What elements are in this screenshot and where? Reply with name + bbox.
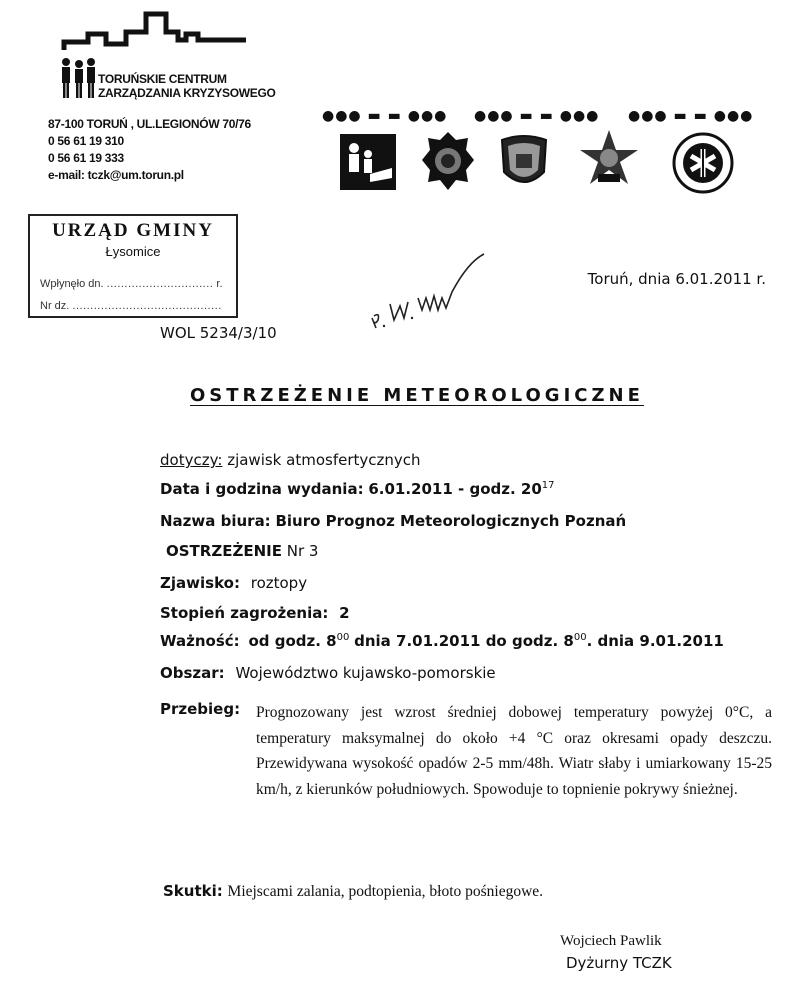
warning-value: Nr 3 [286, 542, 319, 560]
stamp-received-label: Wpłynęło dn. [40, 278, 104, 290]
stamp-number-dots: .......................................... [72, 300, 222, 312]
effects-value: Miejscami zalania, podtopienia, błoto pośniegowe. [227, 883, 544, 900]
level-row [160, 604, 350, 622]
org-name-line2: ZARZĄDZANIA KRYZYSOWEGO [98, 86, 276, 100]
document-title: OSTRZEŻENIE METEOROLOGICZNE [190, 385, 644, 406]
medical-rescue-icon [672, 132, 734, 194]
stamp-received-suffix: r. [216, 278, 223, 290]
area-row [160, 664, 496, 682]
dash-group-1: ●●● ▬ ▬ ●●● [322, 108, 448, 124]
org-name [98, 72, 276, 100]
stamp-received-dots: .............................. [106, 278, 214, 290]
office-value: Biuro Prognoz Meteorologicznych Poznań [275, 512, 627, 530]
receipt-stamp [28, 214, 238, 318]
signature-role: Dyżurny TCZK [566, 954, 672, 972]
stamp-title: URZĄD GMINY [52, 220, 214, 241]
address: 87-100 TORUŃ , UL.LEGIONÓW 70/76 [48, 117, 251, 131]
dash-group-2: ●●● ▬ ▬ ●●● [474, 108, 600, 124]
area-label: Obszar: [160, 664, 225, 682]
stamp-number-label: Nr dz. [40, 300, 70, 312]
validity-to-sup: 00 [573, 632, 587, 643]
place-date: Toruń, dnia 6.01.2011 r. [587, 270, 766, 288]
concerns-value: zjawisk atmosfertycznych [227, 451, 421, 469]
validity-from-day: dnia 7.01.2011 do godz. 8 [354, 632, 574, 650]
stamp-subtitle: Łysomice [105, 244, 161, 259]
fire-brigade-icon [576, 128, 642, 194]
dash-group-3: ●●● ▬ ▬ ●●● [628, 108, 754, 124]
people-logo-icon [58, 56, 100, 100]
area-value: Województwo kujawsko-pomorskie [235, 664, 496, 682]
issued-row [160, 480, 555, 498]
validity-to-day: . dnia 9.01.2011 [586, 632, 724, 650]
contact-block [48, 116, 251, 184]
course-label: Przebieg: [160, 700, 241, 718]
office-label: Nazwa biura: [160, 512, 271, 530]
validity-label: Ważność: [160, 632, 240, 650]
org-name-line1: TORUŃSKIE CENTRUM [98, 72, 227, 86]
reference-number: WOL 5234/3/10 [160, 324, 277, 342]
stamp-number-line [40, 300, 222, 312]
issued-value: 6.01.2011 - godz. 20 [368, 480, 542, 498]
phenomenon-label: Zjawisko: [160, 574, 240, 592]
validity-from: od godz. 8 [248, 632, 337, 650]
level-value: 2 [339, 604, 350, 622]
stamp-received-line [40, 278, 223, 290]
warning-row [166, 542, 318, 560]
skyline-logo-icon [60, 10, 250, 60]
effects-row [163, 882, 543, 901]
issued-sup: 17 [541, 480, 555, 491]
course-label-wrap [160, 700, 240, 718]
validity-from-sup: 00 [336, 632, 350, 643]
issued-label: Data i godzina wydania: [160, 480, 364, 498]
course-description: Prognozowany jest wzrost średniej dobowej temperatury powyżej 0°C, a temperatury maksymalnej do około +4 °C oraz okresami opady deszczu. Przewidywana wysokość opadów 2-5 mm/48h. Wiatr słaby i umiarkowany 15-25 km/h, z kierunków południowych. Spowoduje to topnienie pokrywy śnieżnej. [256, 704, 772, 798]
office-row [160, 512, 626, 530]
family-care-icon [340, 134, 396, 190]
concerns-label: dotyczy: [160, 451, 223, 469]
effects-label: Skutki: [163, 882, 223, 900]
handwritten-note [368, 252, 488, 334]
city-guard-icon [498, 132, 550, 192]
phone-1: 0 56 61 19 310 [48, 134, 124, 148]
email: e-mail: tczk@um.torun.pl [48, 168, 184, 182]
phenomenon-value: roztopy [250, 574, 308, 592]
level-label: Stopień zagrożenia: [160, 604, 329, 622]
concerns-row [160, 451, 421, 469]
police-badge-icon [420, 130, 476, 192]
validity-row [160, 632, 724, 650]
signature-name: Wojciech Pawlik [560, 933, 662, 949]
warning-label: OSTRZEŻENIE [166, 542, 282, 560]
phone-2: 0 56 61 19 333 [48, 151, 124, 165]
phenomenon-row [160, 574, 307, 592]
